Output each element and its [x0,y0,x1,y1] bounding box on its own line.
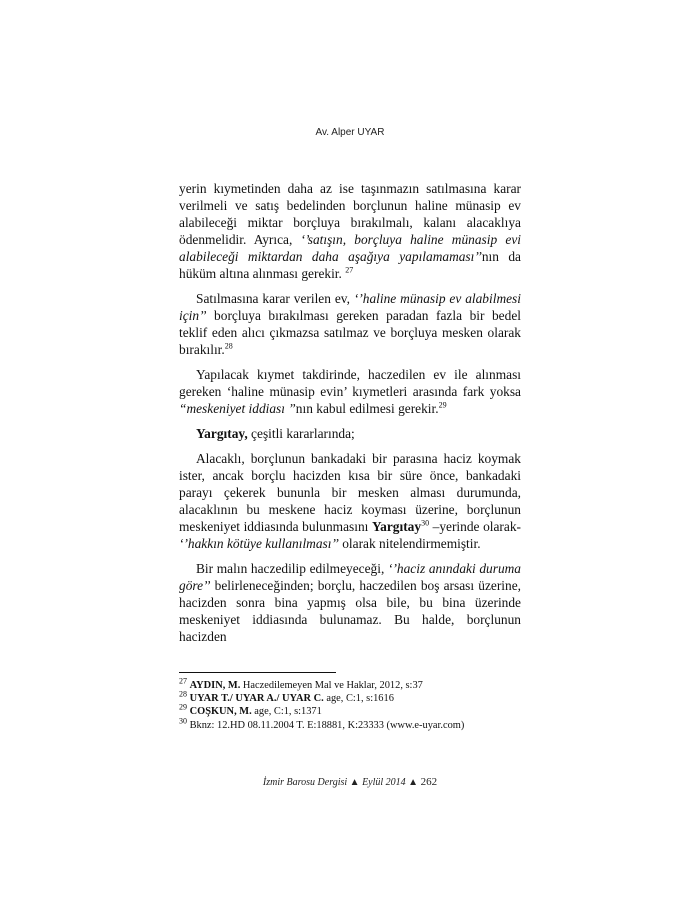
footnote-divider [179,672,336,673]
paragraph-3: Yapılacak kıymet takdirinde, haczedilen ev ile alınması gereken ‘haline münasip evin’ kıymetleri arasında fark yoksa “meskeniyet iddiası ”nın kabul edilmesi gerekir.$^{29}$ [179,367,521,416]
footnote-29: $^{29}$ COŞKUN, M. age, C:1, s:1371 [179,702,322,718]
footnote-ref: 29 [438,400,447,410]
body-text [179,180,521,653]
footnote-ref: 27 [345,265,354,275]
running-footer [0,776,700,788]
page-number: 262 [420,776,438,788]
journal-info: İzmir Barosu Dergisi ▲ Eylül 2014 ▲ [262,777,421,788]
footnote-28: $^{28}$ UYAR T./ UYAR A./ UYAR C. age, C:1, s:1616 [179,689,394,705]
paragraph-5: Alacaklı, borçlunun bankadaki bir parasına haciz koymak ister, ancak borçlu hacizden kısa bir süre önce, bankadaki parayı çekerek bununla bir mesken alması durumunda, alacaklının bu meskene haciz koyması üzerine, borçlunun meskeniyet iddiasında bulunmasını Yargıtay$^{30}$ –yerinde olarak- ‘’hakkın kötüye kullanılması’’ olarak nitelendirmemiştir. [179,451,521,551]
paragraph-4: Yargıtay, çeşitli kararlarında; [196,426,355,441]
paragraph-1: yerin kıymetinden daha az ise taşınmazın satılmasına karar verilmeli ve satış bedelinden borçlunun haline münasip ev alabileceği miktar borçluya bırakılmalı, kalanı alacaklıya ödenmelidir. Ayrıca, ‘’satışın, borçluya haline münasip evi alabileceği miktardan daha aşağıya yapılamaması’’nın da hüküm altına alınması gerekir. $^{27}$ [179,181,522,281]
footnotes [179,676,524,732]
footnote-ref: 28 [224,341,233,351]
quote: “meskeniyet iddiası ” [179,401,296,416]
quote: ‘’haline münasip ev alabilmesi için’’ [179,291,521,323]
running-header: Av. Alper UYAR [315,127,385,138]
paragraph-6: Bir malın haczedilip edilmeyeceği, ‘’haciz anındaki duruma göre’’ belirleneceğinden; borçlu, haczedilen boş arsası üzerine, hacizden sonra bina yapmış olsa bile, bu bina üzerinde meskeniyet iddiasında bulunamaz. Bu halde, borçlunun hacizden [179,561,522,644]
footnote-27: $^{27}$ AYDIN, M. Haczedilemeyen Mal ve Haklar, 2012, s:37 [179,676,423,691]
quote: ‘’satışın, borçluya haline münasip evi alabileceği miktardan daha aşağıya yapılamaması’’ [179,232,521,264]
quote: ‘’haciz anındaki duruma göre’’ [179,561,522,593]
quote: ‘’hakkın kötüye kullanılması’’ [179,536,339,551]
footnote-30: $^{30}$ Bknz: 12.HD 08.11.2004 T. E:18881, K:23333 (www.e-uyar.com) [179,716,465,731]
paragraph-2: Satılmasına karar verilen ev, ‘’haline münasip ev alabilmesi için’’ borçluya bırakılması gereken paradan fazla bir bedel teklif eden alıcı çıkmazsa satılmaz ve borçluya mesken olarak bırakılır.$^{28}$ [179,291,521,357]
footnote-ref: 30 [421,518,430,528]
